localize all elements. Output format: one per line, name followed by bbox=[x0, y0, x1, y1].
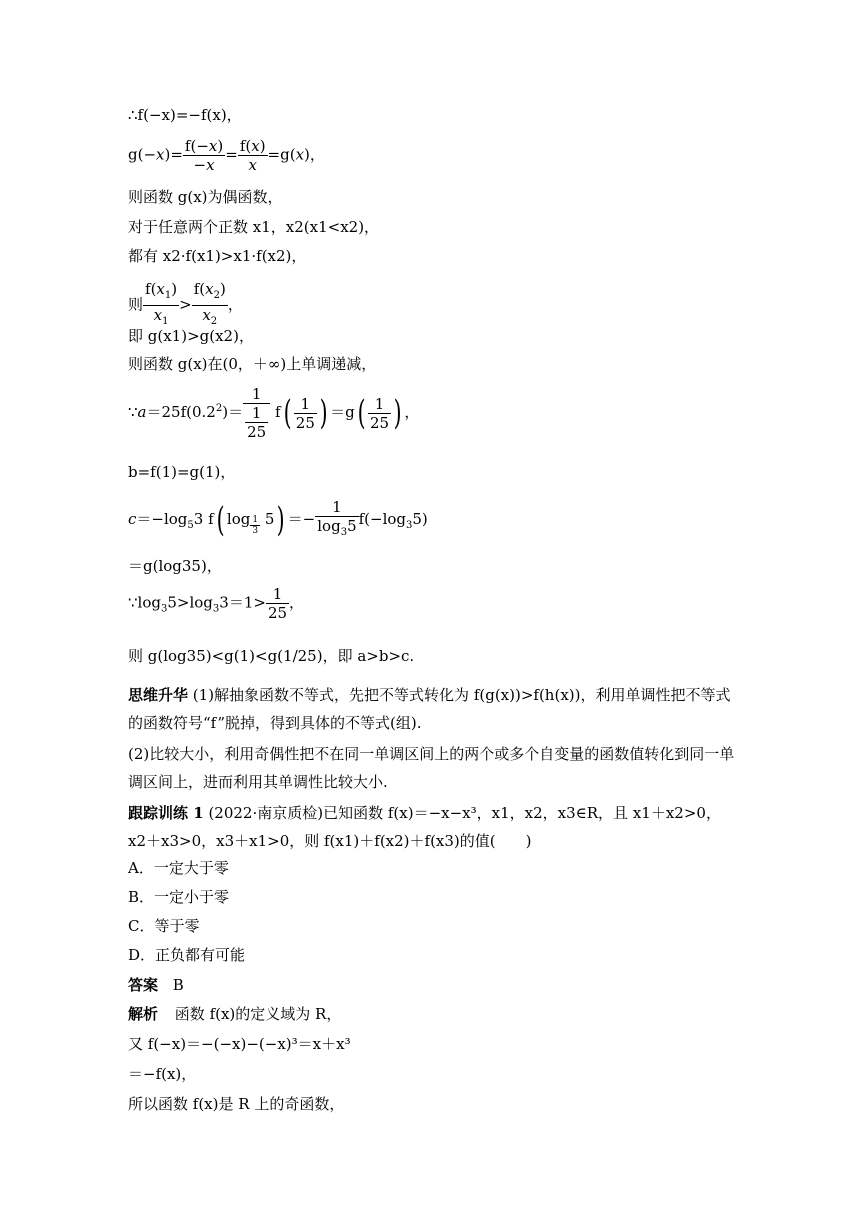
formula-c-def: $c=-\log_53$ f( log $_{\frac{1}{3}}$ 5) ＝− $\frac{1}{\log_35}$ $f(-\log_35)$ bbox=[128, 498, 428, 540]
formula-compare: $\because\log_35>\log_33=1>$ $\frac{1}{25}$ ， bbox=[128, 585, 305, 622]
text-line: 即 g(x1)>g(x2)， bbox=[128, 327, 254, 345]
summary-text: (1)解抽象函数不等式，先把不等式转化为 f(g(x))>f(h(x))，利用单调性把不等式的函数符号“f”脱掉，得到具体的不等式(组). bbox=[128, 686, 731, 732]
exercise-stem: (2022·南京质检)已知函数 f(x)＝−x−x³，x1，x2，x3∈R，且 x1＋x2>0，x2＋x3>0，x3＋x1>0，则 f(x1)＋f(x2)＋f(x3)的值( ) bbox=[128, 804, 721, 850]
formula-g-neg: g(−x)= $\frac{f(-x)}{-x}$ = $\frac{f(x)}{x}$ =g(x)， bbox=[128, 137, 325, 174]
text-line: 则函数 g(x)为偶函数， bbox=[128, 188, 283, 206]
text-line: 则函数 g(x)在(0，＋∞)上单调递减， bbox=[128, 355, 377, 373]
option-a: A．一定大于零 bbox=[128, 859, 229, 877]
formula-a-def: $\because a=25f(0.2^2)=$ $\frac{1}{\frac{1}{25}}$ f( $\frac{1}{25}$ ) ＝g( $\frac{1}{25}$ ) ， bbox=[128, 385, 420, 441]
summary-p2: (2)比较大小，利用奇偶性把不在同一单调区间上的两个或多个自变量的函数值转化到同一单调区间上，进而利用其单调性比较大小. bbox=[128, 745, 735, 791]
text-line: 对于任意两个正数 x1，x2(x1<x2)， bbox=[128, 218, 380, 236]
text-line: ＝g(log35)， bbox=[128, 557, 222, 575]
analysis-line: ＝−f(x)， bbox=[128, 1065, 197, 1083]
option-c: C．等于零 bbox=[128, 917, 200, 935]
summary-p1 bbox=[128, 681, 736, 737]
option-b: B．一定小于零 bbox=[128, 888, 230, 906]
exercise-stem-block bbox=[128, 799, 736, 855]
option-d: D．正负都有可能 bbox=[128, 946, 246, 964]
exercise-label: 跟踪训练 1 bbox=[128, 804, 204, 822]
analysis-line: 所以函数 f(x)是 R 上的奇函数， bbox=[128, 1095, 345, 1113]
text-line: 都有 x2·f(x1)>x1·f(x2)， bbox=[128, 247, 307, 265]
analysis-line: 又 f(−x)＝−(−x)−(−x)³＝x＋x³ bbox=[128, 1035, 351, 1053]
text-line: 则 g(log35)<g(1)<g(1/25)，即 a>b>c. bbox=[128, 647, 415, 665]
answer-value: B bbox=[172, 976, 184, 994]
analysis-line bbox=[128, 1004, 341, 1024]
text-line: ∴f(−x)=−f(x)， bbox=[128, 106, 242, 124]
answer-line bbox=[128, 975, 184, 995]
text-line: b=f(1)=g(1)， bbox=[128, 463, 236, 481]
answer-label: 答案 bbox=[128, 976, 159, 994]
analysis-text: 函数 f(x)的定义域为 R， bbox=[174, 1005, 342, 1023]
analysis-label: 解析 bbox=[128, 1005, 159, 1023]
summary-label: 思维升华 bbox=[128, 686, 189, 704]
formula-ratio: 则 $\frac{f(x_1)}{x_1}$ > $\frac{f(x_2)}{x_2}$ ， bbox=[128, 280, 243, 327]
